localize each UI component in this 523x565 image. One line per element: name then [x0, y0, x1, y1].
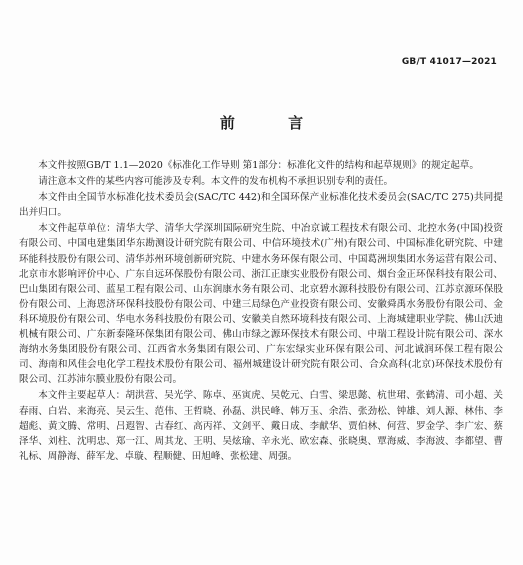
paragraph-drafting-rules: 本文件按照GB/T 1.1—2020《标准化工作导则 第1部分：标准化文件的结构和起草规则》的规定起草。	[38, 160, 479, 171]
paragraph-patent-notice: 请注意本文件的某些内容可能涉及专利。本文件的发布机构不承担识别专利的责任。	[38, 176, 394, 188]
paragraph-drafting-units: 本文件起草单位：清华大学、清华大学深圳国际研究生院、中冶京诚工程技术有限公司、北控水务(中国)投资有限公司、中国电建集团华东勘测设计研究院有限公司、中信环境技术(广州)有限公司、中国标准化研究院、中建环能科技股份有限公司、清华苏州环境创新研究院、中建水务环保有限公司、中国葛洲坝集团水务运营有限公司、北京市水影响评价中心、广东自远环保股份有限公司、浙江正康实业股份有限公司、烟台金正环保科技有限公司、巴山集团有限公司、蓝星工程有限公司、山东润康水务有限公司、北京碧水源科技股份有限公司、江苏京源环保股份有限公司、上海恩济环保科技股份有限公司、中建三局绿色产业投资有限公司、安徽舜禹水务股份有限公司、金科环境股份有限公司、华电水务科技股份有限公司、安徽美自然环境科技有限公司、上海城建职业学院、佛山沃迪机械有限公司、广东新泰隆环保集团有限公司、佛山市绿之源环保技术有限公司、中瑞工程设计院有限公司、深水海纳水务集团股份有限公司、江西省水务集团有限公司、广东宏绿实业环保有限公司、河北诚润环保工程有限公司、海南和风佳会电化学工程技术股份有限公司、福州城建设计研究院有限公司、合众高科(北京)环保技术股份有限公司、江苏沛尔膜业股份有限公司。	[19, 223, 503, 386]
preface-body	[19, 158, 503, 464]
standard-code: GB/T 41017—2021	[401, 57, 497, 67]
paragraph-committee: 本文件由全国节水标准化技术委员会(SAC/TC 442)和全国环保产业标准化技术委员会(SAC/TC 275)共同提出并归口。	[19, 192, 503, 219]
section-title: 前 言	[219, 114, 328, 132]
paragraph-drafters: 本文件主要起草人：胡洪营、吴光学、陈卓、巫寅虎、吴乾元、白雪、梁思懿、杭世珺、张鹤清、司小超、关春雨、白岩、来海亮、吴云生、范伟、王哲晓、孙磊、洪民峰、韩万玉、余浩、张劲松、钟雄、刘人源、林伟、李超彪、黄文腾、常明、吕遐智、古春红、高丙祥、文剑平、戴日成、李献华、贾伯林、何营、罗金学、李广宏、蔡泽华、刘柱、沈明忠、郑一江、周其龙、王明、吴炫瑜、辛永光、欧宏森、张晓奥、覃海威、李海波、李都望、曹礼标、周静海、薛军龙、卓璇、程顺健、田旭峰、张松建、周强。	[19, 390, 503, 462]
